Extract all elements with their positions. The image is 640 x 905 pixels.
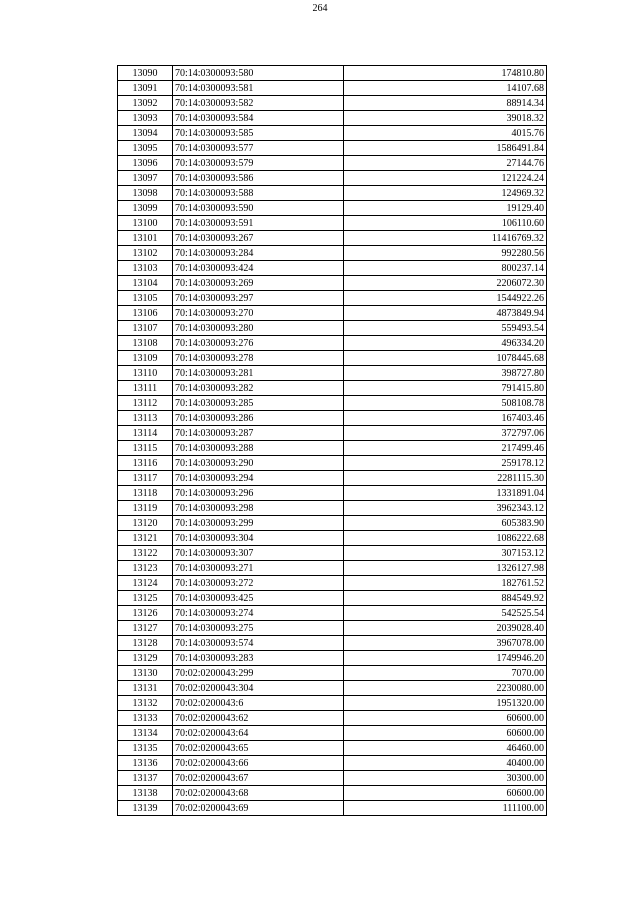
cadastral-number: 70:14:0300093:304 [173, 531, 344, 546]
cadastral-value: 307153.12 [344, 546, 547, 561]
cadastral-value: 39018.32 [344, 111, 547, 126]
cadastral-number: 70:14:0300093:574 [173, 636, 344, 651]
cadastral-number: 70:14:0300093:286 [173, 411, 344, 426]
cadastral-number: 70:02:0200043:68 [173, 786, 344, 801]
cadastral-value: 1586491.84 [344, 141, 547, 156]
table-row [118, 276, 547, 291]
cadastral-value: 4873849.94 [344, 306, 547, 321]
table-row [118, 471, 547, 486]
cadastral-number: 70:02:0200043:69 [173, 801, 344, 816]
cadastral-value: 2206072.30 [344, 276, 547, 291]
row-number: 13135 [118, 741, 173, 756]
row-number: 13119 [118, 501, 173, 516]
table-row [118, 531, 547, 546]
cadastral-number: 70:02:0200043:62 [173, 711, 344, 726]
cadastral-number: 70:14:0300093:298 [173, 501, 344, 516]
row-number: 13099 [118, 201, 173, 216]
cadastral-number: 70:14:0300093:580 [173, 66, 344, 81]
cadastral-number: 70:14:0300093:307 [173, 546, 344, 561]
cadastral-number: 70:02:0200043:6 [173, 696, 344, 711]
cadastral-number: 70:14:0300093:267 [173, 231, 344, 246]
row-number: 13105 [118, 291, 173, 306]
table-row [118, 186, 547, 201]
cadastral-value: 2230080.00 [344, 681, 547, 696]
row-number: 13136 [118, 756, 173, 771]
table-row [118, 306, 547, 321]
row-number: 13106 [118, 306, 173, 321]
table-row [118, 666, 547, 681]
row-number: 13116 [118, 456, 173, 471]
cadastral-number: 70:02:0200043:67 [173, 771, 344, 786]
cadastral-value: 167403.46 [344, 411, 547, 426]
cadastral-value: 3962343.12 [344, 501, 547, 516]
row-number: 13098 [118, 186, 173, 201]
cadastral-number: 70:14:0300093:294 [173, 471, 344, 486]
cadastral-number: 70:14:0300093:579 [173, 156, 344, 171]
cadastral-value: 14107.68 [344, 81, 547, 96]
row-number: 13138 [118, 786, 173, 801]
row-number: 13122 [118, 546, 173, 561]
table-row [118, 246, 547, 261]
cadastral-value: 11416769.32 [344, 231, 547, 246]
table-row [118, 486, 547, 501]
row-number: 13090 [118, 66, 173, 81]
row-number: 13100 [118, 216, 173, 231]
cadastral-number: 70:14:0300093:299 [173, 516, 344, 531]
row-number: 13114 [118, 426, 173, 441]
cadastral-number: 70:14:0300093:288 [173, 441, 344, 456]
cadastral-number: 70:02:0200043:299 [173, 666, 344, 681]
row-number: 13129 [118, 651, 173, 666]
table-row [118, 516, 547, 531]
row-number: 13139 [118, 801, 173, 816]
cadastral-number: 70:14:0300093:270 [173, 306, 344, 321]
table-row [118, 696, 547, 711]
row-number: 13113 [118, 411, 173, 426]
table-row [118, 576, 547, 591]
row-number: 13115 [118, 441, 173, 456]
cadastral-value: 40400.00 [344, 756, 547, 771]
row-number: 13096 [118, 156, 173, 171]
table-row [118, 141, 547, 156]
cadastral-value: 884549.92 [344, 591, 547, 606]
table-row [118, 291, 547, 306]
cadastral-value: 7070.00 [344, 666, 547, 681]
cadastral-value: 1326127.98 [344, 561, 547, 576]
row-number: 13103 [118, 261, 173, 276]
cadastral-number: 70:14:0300093:275 [173, 621, 344, 636]
cadastral-value: 4015.76 [344, 126, 547, 141]
row-number: 13093 [118, 111, 173, 126]
table-row [118, 171, 547, 186]
cadastral-number: 70:14:0300093:280 [173, 321, 344, 336]
cadastral-value: 174810.80 [344, 66, 547, 81]
registry-table [117, 65, 547, 816]
cadastral-number: 70:14:0300093:282 [173, 381, 344, 396]
cadastral-value: 1951320.00 [344, 696, 547, 711]
table-row [118, 636, 547, 651]
cadastral-value: 992280.56 [344, 246, 547, 261]
registry-table-body [118, 66, 547, 816]
cadastral-value: 60600.00 [344, 786, 547, 801]
table-row [118, 366, 547, 381]
cadastral-value: 111100.00 [344, 801, 547, 816]
cadastral-number: 70:14:0300093:290 [173, 456, 344, 471]
cadastral-value: 46460.00 [344, 741, 547, 756]
row-number: 13127 [118, 621, 173, 636]
cadastral-value: 3967078.00 [344, 636, 547, 651]
cadastral-number: 70:14:0300093:296 [173, 486, 344, 501]
row-number: 13109 [118, 351, 173, 366]
row-number: 13118 [118, 486, 173, 501]
cadastral-value: 217499.46 [344, 441, 547, 456]
table-row [118, 606, 547, 621]
row-number: 13111 [118, 381, 173, 396]
row-number: 13092 [118, 96, 173, 111]
table-row [118, 111, 547, 126]
table-row [118, 411, 547, 426]
row-number: 13132 [118, 696, 173, 711]
cadastral-value: 60600.00 [344, 726, 547, 741]
table-row [118, 381, 547, 396]
cadastral-number: 70:14:0300093:582 [173, 96, 344, 111]
table-row [118, 336, 547, 351]
table-row [118, 156, 547, 171]
table-row [118, 441, 547, 456]
table-row [118, 651, 547, 666]
table-row [118, 261, 547, 276]
table-row [118, 456, 547, 471]
table-row [118, 741, 547, 756]
table-row [118, 126, 547, 141]
row-number: 13094 [118, 126, 173, 141]
table-row [118, 711, 547, 726]
table-row [118, 591, 547, 606]
cadastral-number: 70:02:0200043:304 [173, 681, 344, 696]
cadastral-value: 259178.12 [344, 456, 547, 471]
row-number: 13121 [118, 531, 173, 546]
cadastral-value: 542525.54 [344, 606, 547, 621]
table-row [118, 756, 547, 771]
row-number: 13112 [118, 396, 173, 411]
table-row [118, 96, 547, 111]
table-row [118, 801, 547, 816]
table-row [118, 351, 547, 366]
page-number: 264 [312, 3, 328, 14]
cadastral-value: 30300.00 [344, 771, 547, 786]
table-row [118, 66, 547, 81]
cadastral-number: 70:14:0300093:581 [173, 81, 344, 96]
cadastral-value: 2039028.40 [344, 621, 547, 636]
cadastral-number: 70:14:0300093:284 [173, 246, 344, 261]
cadastral-value: 559493.54 [344, 321, 547, 336]
cadastral-value: 791415.80 [344, 381, 547, 396]
table-row [118, 726, 547, 741]
cadastral-number: 70:14:0300093:276 [173, 336, 344, 351]
row-number: 13120 [118, 516, 173, 531]
row-number: 13101 [118, 231, 173, 246]
cadastral-number: 70:14:0300093:586 [173, 171, 344, 186]
row-number: 13133 [118, 711, 173, 726]
cadastral-value: 605383.90 [344, 516, 547, 531]
cadastral-value: 88914.34 [344, 96, 547, 111]
cadastral-value: 106110.60 [344, 216, 547, 231]
cadastral-number: 70:14:0300093:584 [173, 111, 344, 126]
row-number: 13107 [118, 321, 173, 336]
row-number: 13134 [118, 726, 173, 741]
table-row [118, 426, 547, 441]
table-row [118, 231, 547, 246]
table-row [118, 396, 547, 411]
cadastral-value: 1086222.68 [344, 531, 547, 546]
cadastral-value: 496334.20 [344, 336, 547, 351]
table-row [118, 681, 547, 696]
cadastral-value: 121224.24 [344, 171, 547, 186]
table-row [118, 771, 547, 786]
cadastral-value: 1544922.26 [344, 291, 547, 306]
cadastral-number: 70:14:0300093:274 [173, 606, 344, 621]
row-number: 13110 [118, 366, 173, 381]
row-number: 13091 [118, 81, 173, 96]
cadastral-number: 70:14:0300093:588 [173, 186, 344, 201]
cadastral-number: 70:14:0300093:424 [173, 261, 344, 276]
cadastral-number: 70:14:0300093:585 [173, 126, 344, 141]
table-row [118, 201, 547, 216]
cadastral-number: 70:14:0300093:271 [173, 561, 344, 576]
cadastral-number: 70:14:0300093:278 [173, 351, 344, 366]
table-row [118, 561, 547, 576]
cadastral-number: 70:02:0200043:64 [173, 726, 344, 741]
cadastral-number: 70:14:0300093:590 [173, 201, 344, 216]
cadastral-number: 70:14:0300093:272 [173, 576, 344, 591]
row-number: 13124 [118, 576, 173, 591]
cadastral-number: 70:14:0300093:577 [173, 141, 344, 156]
row-number: 13102 [118, 246, 173, 261]
cadastral-value: 1078445.68 [344, 351, 547, 366]
table-row [118, 501, 547, 516]
cadastral-number: 70:14:0300093:269 [173, 276, 344, 291]
table-row [118, 786, 547, 801]
cadastral-value: 508108.78 [344, 396, 547, 411]
table-row [118, 546, 547, 561]
cadastral-value: 27144.76 [344, 156, 547, 171]
cadastral-value: 124969.32 [344, 186, 547, 201]
cadastral-value: 1749946.20 [344, 651, 547, 666]
cadastral-number: 70:14:0300093:283 [173, 651, 344, 666]
cadastral-value: 398727.80 [344, 366, 547, 381]
table-row [118, 321, 547, 336]
cadastral-value: 2281115.30 [344, 471, 547, 486]
cadastral-number: 70:14:0300093:297 [173, 291, 344, 306]
row-number: 13125 [118, 591, 173, 606]
cadastral-number: 70:14:0300093:591 [173, 216, 344, 231]
table-row [118, 621, 547, 636]
cadastral-number: 70:14:0300093:287 [173, 426, 344, 441]
row-number: 13126 [118, 606, 173, 621]
cadastral-number: 70:02:0200043:65 [173, 741, 344, 756]
cadastral-value: 800237.14 [344, 261, 547, 276]
row-number: 13117 [118, 471, 173, 486]
row-number: 13123 [118, 561, 173, 576]
row-number: 13131 [118, 681, 173, 696]
row-number: 13104 [118, 276, 173, 291]
table-row [118, 81, 547, 96]
cadastral-value: 19129.40 [344, 201, 547, 216]
row-number: 13128 [118, 636, 173, 651]
row-number: 13130 [118, 666, 173, 681]
row-number: 13095 [118, 141, 173, 156]
cadastral-value: 1331891.04 [344, 486, 547, 501]
row-number: 13137 [118, 771, 173, 786]
cadastral-number: 70:14:0300093:281 [173, 366, 344, 381]
cadastral-number: 70:14:0300093:285 [173, 396, 344, 411]
row-number: 13097 [118, 171, 173, 186]
row-number: 13108 [118, 336, 173, 351]
cadastral-value: 182761.52 [344, 576, 547, 591]
cadastral-value: 60600.00 [344, 711, 547, 726]
cadastral-number: 70:14:0300093:425 [173, 591, 344, 606]
table-row [118, 216, 547, 231]
cadastral-number: 70:02:0200043:66 [173, 756, 344, 771]
cadastral-value: 372797.06 [344, 426, 547, 441]
